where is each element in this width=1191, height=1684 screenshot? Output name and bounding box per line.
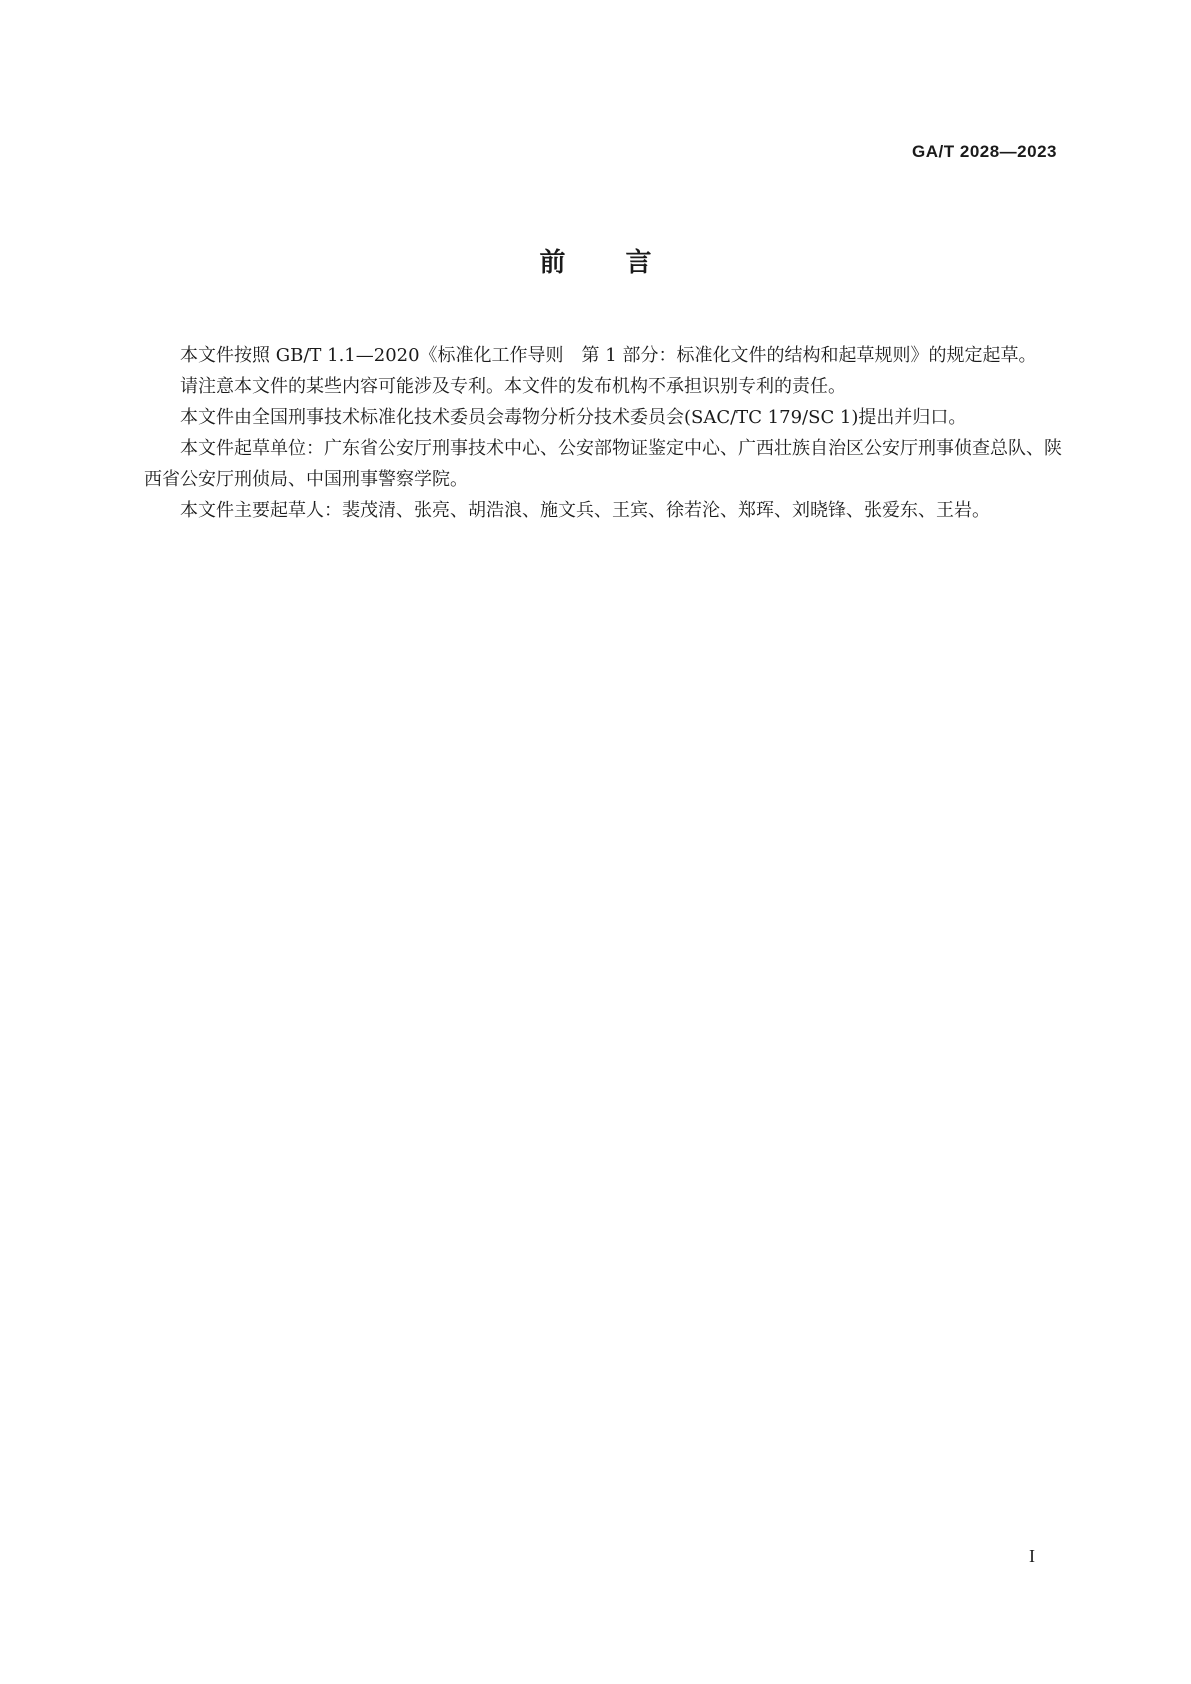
page-number: I (1029, 1546, 1035, 1566)
paragraph-patent-notice: 请注意本文件的某些内容可能涉及专利。本文件的发布机构不承担识别专利的责任。 (180, 376, 846, 397)
paragraph-proposer: 本文件由全国刑事技术标准化技术委员会毒物分析分技术委员会(SAC/TC 179/SC 1)提出并归口。 (180, 407, 967, 428)
paragraph-drafters: 本文件主要起草人：裴茂清、张亮、胡浩浪、施文兵、王宾、徐若沦、郑珲、刘晓锋、张爱东、王岩。 (180, 500, 990, 521)
page-title: 前言 (539, 248, 712, 278)
paragraph-drafting-rules: 本文件按照 GB/T 1.1—2020《标准化工作导则 第 1 部分：标准化文件的结构和起草规则》的规定起草。 (180, 345, 1037, 366)
standard-code: GA/T 2028—2023 (912, 142, 1057, 161)
paragraph-drafting-units: 本文件起草单位：广东省公安厅刑事技术中心、公安部物证鉴定中心、广西壮族自治区公安厅刑事侦查总队、陕西省公安厅刑侦局、中国刑事警察学院。 (144, 438, 1062, 490)
foreword-body (144, 340, 1062, 526)
